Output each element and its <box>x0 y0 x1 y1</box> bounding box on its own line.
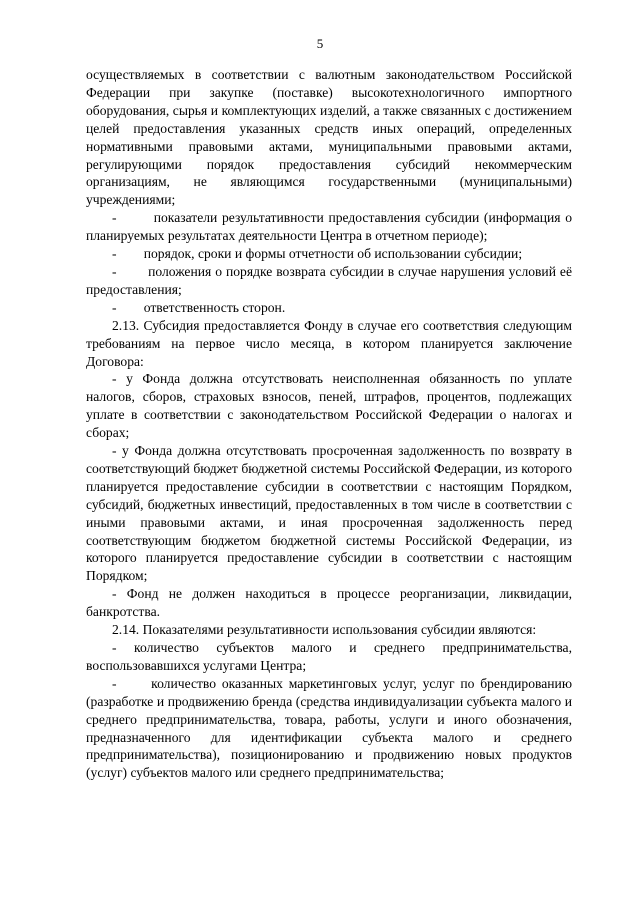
list-item-liability: - ответственность сторон. <box>112 299 286 315</box>
list-item-number-of-smes: - количество субъектов малого и среднего предпринимательства, воспользовавшихся услугами Центра; <box>86 640 572 673</box>
paragraph-operations-continuation: осуществляемых в соответствии с валютным законодательством Российской Федерации при закупке (поставке) высокотехнологичного импортного оборудования, сырья и комплектующих изделий, а также связанных с достижением целей предоставления указанных средств иных операций, определенных нормативными правовыми актами, муниципальными правовыми актами, регулирующими порядок предоставления субсидий некоммерческим организациям, не являющимся государственными (муниципальными) учреждениями; <box>86 67 572 208</box>
list-item-no-tax-debt: - у Фонда должна отсутствовать неисполненная обязанность по уплате налогов, сборов, страховых взносов, пеней, штрафов, процентов, подлежащих уплате в соответствии с законодательством Российской Федерации о налогах и сборах; <box>86 371 572 441</box>
paragraph-2-13: 2.13. Субсидия предоставляется Фонду в случае его соответствия следующим требованиям на первое число месяца, в котором планируется заключение Договора: <box>86 317 572 369</box>
list-item-reporting-procedure: - порядок, сроки и формы отчетности об использовании субсидии; <box>112 246 523 262</box>
list-item-no-reorganization: - Фонд не должен находиться в процессе реорганизации, ликвидации, банкротства. <box>86 586 572 620</box>
page-number: 5 <box>316 36 324 51</box>
list-item-performance-indicators: - показатели результативности предоставления субсидии (информация о планируемых результатах деятельности Центра в отчетном периоде); <box>86 210 576 244</box>
paragraph-2-14: 2.14. Показателями результативности использования субсидии являются: <box>112 622 537 638</box>
document-body <box>86 66 576 782</box>
list-item-refund-provisions: - положения о порядке возврата субсидии в случае нарушения условий её предоставления; <box>86 263 576 297</box>
list-item-number-of-services: - количество оказанных маркетинговых услуг, услуг по брендированию (разработке и продвижению бренда (средства индивидуализации субъекта малого и среднего предпринимательства, товара, работы, услуги и иного обозначения, предназначенного для идентификации субъекта малого и среднего предпринимательства), позиционированию и продвижению новых продуктов (услуг) субъектов малого или среднего предпринимательства; <box>86 675 576 781</box>
list-item-no-overdue-debt: - у Фонда должна отсутствовать просроченная задолженность по возврату в соответствующий бюджет бюджетной системы Российской Федерации, из которого планируется предоставление субсидии в соответствии с настоящим Порядком, субсидий, бюджетных инвестиций, предоставленных в том числе в соответствии с иными правовыми актами, и иная просроченная задолженность перед соответствующим бюджетом бюджетной системы Российской Федерации, из которого планируется предоставление субсидии в соответствии с настоящим Порядком; <box>86 443 572 584</box>
